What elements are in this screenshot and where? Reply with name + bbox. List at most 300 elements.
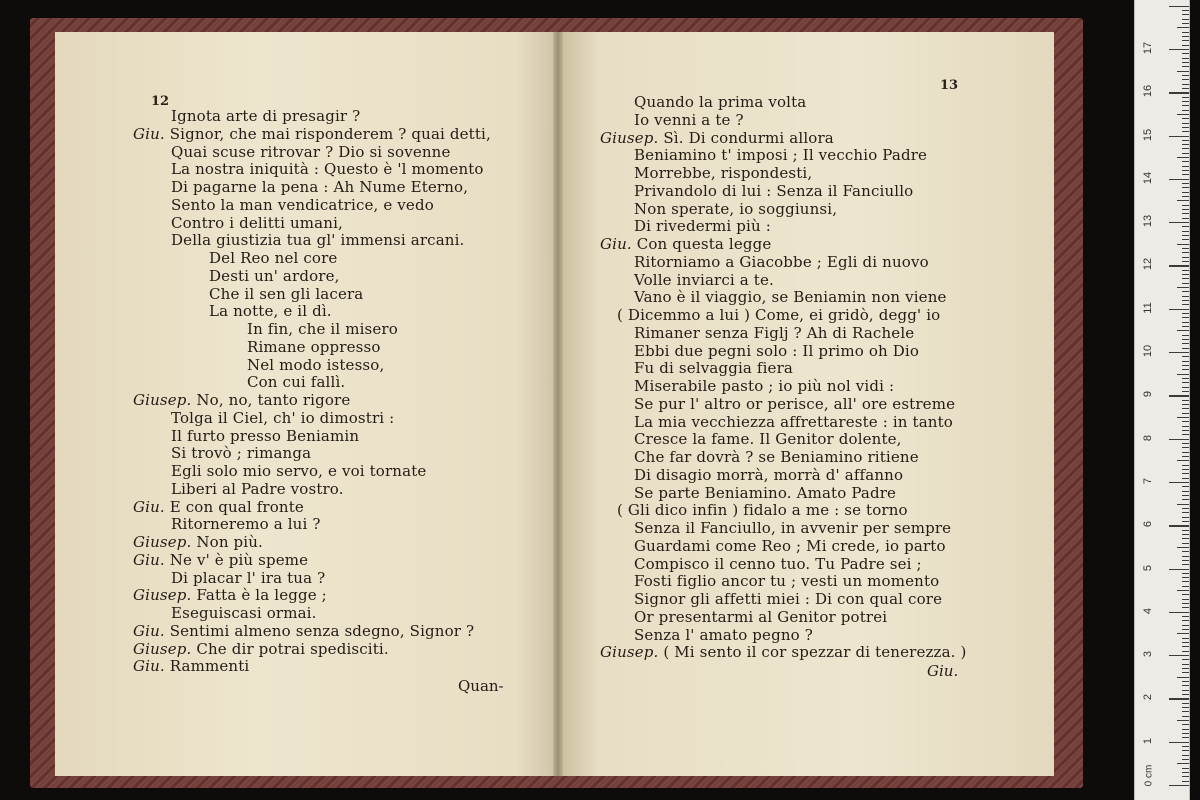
line-text: Ebbi due pegni solo : Il primo oh Dio: [634, 341, 920, 360]
verse-line: [634, 538, 946, 556]
ruler-tick: [1182, 543, 1189, 544]
ruler-number: 7: [1142, 477, 1154, 484]
ruler-tick: [1169, 352, 1189, 353]
line-text: Sì. Di condurmi allora: [663, 128, 834, 147]
ruler-tick: [1182, 226, 1189, 227]
ruler-tick: [1177, 417, 1189, 418]
ruler-tick: [1177, 200, 1189, 201]
ruler-tick: [1182, 486, 1189, 487]
line-text: Fosti figlio ancor tu ; vesti un momento: [634, 572, 940, 591]
ruler-tick: [1169, 569, 1189, 570]
line-text: La notte, e il dì.: [209, 302, 332, 321]
ruler-tick: [1182, 335, 1189, 336]
ruler-tick: [1177, 763, 1189, 764]
ruler-tick: [1169, 698, 1189, 699]
verse-line: [209, 268, 340, 286]
ruler-tick: [1182, 161, 1189, 162]
line-text: Guardami come Reo ; Mi crede, io parto: [634, 536, 946, 555]
verse-line: [171, 144, 451, 162]
speech-line: [600, 130, 834, 148]
verse-line: [634, 573, 939, 591]
speaker-name: Giusep.: [133, 391, 197, 409]
line-text: E con qual fronte: [169, 497, 304, 516]
ruler-tick: [1182, 447, 1189, 448]
line-text: Che far dovrà ? se Beniamino ritiene: [634, 448, 919, 466]
line-text: Del Reo nel core: [209, 249, 338, 267]
ruler-tick: [1182, 313, 1189, 314]
ruler-tick: [1182, 659, 1189, 660]
ruler-tick: [1182, 391, 1189, 392]
line-text: Quai scuse ritrovar ? Dio si sovenne: [171, 142, 451, 161]
ruler-tick: [1182, 343, 1189, 344]
line-text: Se parte Beniamino. Amato Padre: [634, 483, 897, 502]
ruler-tick: [1177, 157, 1189, 158]
ruler-tick: [1177, 27, 1189, 28]
ruler-number: 1: [1142, 737, 1154, 744]
ruler-tick: [1182, 140, 1189, 141]
ruler-tick: [1182, 629, 1189, 630]
ruler-tick: [1182, 530, 1189, 531]
ruler-tick: [1182, 434, 1189, 435]
ruler-number: 3: [1142, 651, 1154, 658]
verse-line: [171, 215, 343, 233]
verse-line: [634, 343, 919, 361]
speech-line: [133, 552, 308, 570]
verse-line: [247, 374, 345, 392]
ruler-tick: [1169, 265, 1189, 266]
ruler-tick: [1182, 278, 1189, 279]
line-text: Signor, che mai risponderem ? quai detti,: [169, 124, 491, 143]
speaker-name: Giu.: [133, 550, 170, 569]
speaker-name: Giusep.: [600, 128, 664, 147]
verse-line: [171, 463, 426, 481]
ruler-tick: [1182, 685, 1189, 686]
verse-line: [634, 485, 896, 503]
ruler-tick: [1182, 274, 1189, 275]
book-gutter: [553, 32, 563, 776]
ruler-tick: [1182, 443, 1189, 444]
verse-line: [171, 570, 325, 588]
ruler-tick: [1169, 222, 1189, 223]
ruler-tick: [1182, 772, 1189, 773]
left-page: [55, 32, 557, 776]
line-text: Cresce la fame. Il Genitor dolente,: [634, 430, 902, 449]
verse-line: [634, 218, 771, 236]
verse-line: [171, 108, 360, 126]
ruler-tick: [1182, 556, 1189, 557]
ruler-tick: [1182, 131, 1189, 132]
ruler-tick: [1169, 309, 1189, 310]
line-text: Fatta è la legge ;: [196, 586, 327, 605]
speaker-name: Giusep.: [133, 533, 197, 551]
line-text: Ritorneremo a lui ?: [171, 515, 321, 534]
verse-line: [171, 516, 321, 534]
line-text: ( Dicemmo a lui ) Come, ei gridò, degg' io: [617, 306, 941, 324]
ruler-tick: [1182, 495, 1189, 496]
ruler-tick: [1182, 257, 1189, 258]
ruler-tick: [1182, 261, 1189, 262]
ruler-tick: [1182, 322, 1189, 323]
verse-line: [247, 339, 381, 357]
ruler-tick: [1182, 538, 1189, 539]
verse-line: [634, 556, 922, 574]
verse-line: [247, 357, 384, 375]
ruler-tick: [1182, 387, 1189, 388]
ruler-tick: [1182, 729, 1189, 730]
speech-line: [133, 499, 304, 517]
ruler-tick: [1182, 187, 1189, 188]
ruler-tick: [1182, 404, 1189, 405]
ruler-tick: [1182, 672, 1189, 673]
speaker-name: Giu.: [133, 657, 170, 676]
ruler-tick: [1182, 10, 1189, 11]
catchword: Giu.: [927, 662, 959, 680]
ruler-tick: [1182, 711, 1189, 712]
ruler-tick: [1182, 300, 1189, 301]
line-text: Or presentarmi al Genitor potrei: [634, 607, 888, 626]
verse-line: [209, 303, 332, 321]
ruler-tick: [1182, 521, 1189, 522]
ruler-number: 4: [1142, 607, 1154, 614]
ruler-tick: [1182, 58, 1189, 59]
ruler-tick: [1177, 244, 1189, 245]
line-text: Senza l' amato pegno ?: [634, 625, 813, 644]
ruler-tick: [1182, 40, 1189, 41]
verse-line: [171, 445, 311, 463]
verse-line: [634, 431, 902, 449]
ruler-tick: [1182, 776, 1189, 777]
ruler-tick: [1182, 469, 1189, 470]
ruler-tick: [1182, 105, 1189, 106]
ruler-tick: [1182, 144, 1189, 145]
ruler-tick: [1182, 452, 1189, 453]
ruler-tick: [1182, 14, 1189, 15]
ruler-tick: [1182, 625, 1189, 626]
line-text: Rimane oppresso: [247, 337, 381, 356]
line-text: Con questa legge: [636, 235, 772, 253]
verse-line: [634, 147, 927, 165]
ruler-tick: [1177, 504, 1189, 505]
ruler-tick: [1182, 646, 1189, 647]
ruler-tick: [1169, 6, 1189, 7]
ruler-tick: [1182, 603, 1189, 604]
ruler-tick: [1169, 439, 1189, 440]
ruler-tick: [1182, 192, 1189, 193]
ruler-tick: [1182, 118, 1189, 119]
ruler-tick: [1182, 616, 1189, 617]
ruler-number: 14: [1142, 171, 1154, 184]
ruler-tick: [1169, 742, 1189, 743]
ruler-tick: [1182, 642, 1189, 643]
ruler-tick: [1182, 560, 1189, 561]
line-text: Privandolo di lui : Senza il Fanciullo: [634, 181, 914, 200]
verse-line: [171, 481, 344, 499]
line-text: Rammenti: [169, 657, 250, 676]
ruler-tick: [1182, 53, 1189, 54]
ruler-tick: [1182, 75, 1189, 76]
page-number: 12: [151, 94, 170, 109]
line-text: Sento la man vendicatrice, e vedo: [171, 195, 434, 214]
ruler-tick: [1182, 127, 1189, 128]
ruler-tick: [1169, 179, 1189, 180]
ruler-tick: [1182, 716, 1189, 717]
ruler-tick: [1177, 547, 1189, 548]
ruler-tick: [1177, 633, 1189, 634]
line-text: Desti un' ardore,: [209, 266, 340, 285]
ruler-tick: [1182, 378, 1189, 379]
line-text: Egli solo mio servo, e voi tornate: [171, 462, 427, 480]
ruler-tick: [1182, 317, 1189, 318]
ruler-tick: [1177, 460, 1189, 461]
verse-line: [171, 410, 394, 428]
line-text: Che il sen gli lacera: [209, 284, 364, 303]
speech-line: [600, 236, 771, 254]
ruler-tick: [1182, 101, 1189, 102]
verse-line: [617, 307, 940, 325]
verse-line: [634, 183, 913, 201]
verse-line: [634, 201, 837, 219]
line-text: No, no, tanto rigore: [196, 391, 351, 409]
verse-line: [617, 502, 908, 520]
speaker-name: Giusep.: [133, 639, 197, 658]
ruler-tick: [1169, 655, 1189, 656]
ruler-tick: [1182, 166, 1189, 167]
line-text: Di pagarne la pena : Ah Nume Eterno,: [171, 178, 469, 196]
verse-line: [634, 591, 942, 609]
ruler-tick: [1182, 517, 1189, 518]
ruler-tick: [1182, 79, 1189, 80]
line-text: Fu di selvaggia fiera: [634, 359, 793, 378]
speech-line: [133, 534, 263, 552]
ruler-tick: [1182, 534, 1189, 535]
ruler-tick: [1182, 473, 1189, 474]
line-text: Eseguiscasi ormai.: [171, 604, 317, 622]
verse-line: [171, 161, 484, 179]
line-text: Il furto presso Beniamin: [171, 426, 360, 445]
ruler-number: 2: [1142, 694, 1154, 701]
ruler-tick: [1182, 356, 1189, 357]
line-text: Ne v' è più speme: [169, 550, 309, 569]
ruler-tick: [1182, 581, 1189, 582]
ruler-tick: [1182, 750, 1189, 751]
ruler-tick: [1182, 681, 1189, 682]
ruler-number: 10: [1142, 344, 1154, 358]
ruler-tick: [1182, 551, 1189, 552]
line-text: Si trovò ; rimanga: [171, 444, 312, 463]
ruler-tick: [1182, 218, 1189, 219]
line-text: Di placar l' ira tua ?: [171, 568, 326, 587]
ruler-tick: [1182, 694, 1189, 695]
speech-line: [133, 587, 327, 605]
scale-ruler: [1134, 0, 1190, 800]
line-text: ( Mi sento il cor spezzar di tenerezza. ): [663, 643, 967, 662]
ruler-tick: [1182, 512, 1189, 513]
ruler-tick: [1182, 508, 1189, 509]
ruler-tick: [1182, 491, 1189, 492]
line-text: Compisco il cenno tuo. Tu Padre sei ;: [634, 554, 922, 573]
ruler-tick: [1182, 183, 1189, 184]
ruler-tick: [1182, 564, 1189, 565]
ruler-tick: [1177, 71, 1189, 72]
ruler-tick: [1169, 395, 1189, 396]
speech-line: [133, 623, 474, 641]
ruler-tick: [1182, 252, 1189, 253]
verse-line: [634, 254, 929, 272]
line-text: In fin, che il misero: [247, 320, 398, 338]
ruler-tick: [1177, 677, 1189, 678]
line-text: Della giustizia tua gl' immensi arcani.: [171, 231, 465, 250]
verse-line: [634, 627, 813, 645]
verse-line: [171, 232, 464, 250]
line-text: Rimaner senza Figlj ? Ah di Rachele: [634, 323, 915, 342]
line-text: Che dir potrai spedisciti.: [196, 639, 389, 658]
ruler-number: 13: [1142, 214, 1154, 228]
ruler-tick: [1182, 781, 1189, 782]
ruler-tick: [1182, 499, 1189, 500]
ruler-tick: [1182, 339, 1189, 340]
ruler-tick: [1177, 287, 1189, 288]
verse-line: [634, 378, 894, 396]
ruler-tick: [1182, 110, 1189, 111]
ruler-tick: [1182, 304, 1189, 305]
verse-line: [634, 272, 774, 290]
ruler-number: 5: [1142, 564, 1154, 571]
ruler-tick: [1169, 49, 1189, 50]
verse-line: [634, 94, 806, 112]
line-text: Ritorniamo a Giacobbe ; Egli di nuovo: [634, 252, 929, 271]
line-text: Di disagio morrà, morrà d' affanno: [634, 465, 904, 484]
ruler-number: 12: [1142, 258, 1154, 271]
ruler-tick: [1182, 668, 1189, 669]
ruler-tick: [1182, 607, 1189, 608]
ruler-tick: [1182, 382, 1189, 383]
line-text: Senza il Fanciullo, in avvenir per sempre: [634, 519, 952, 537]
ruler-tick: [1169, 92, 1189, 93]
ruler-tick: [1182, 239, 1189, 240]
verse-line: [634, 520, 951, 538]
line-text: Miserabile pasto ; io più nol vidi :: [634, 377, 895, 395]
ruler-tick: [1182, 620, 1189, 621]
ruler-tick: [1182, 421, 1189, 422]
ruler-tick: [1177, 330, 1189, 331]
line-text: Quando la prima volta: [634, 93, 807, 111]
ruler-tick: [1182, 23, 1189, 24]
speaker-name: Giu.: [133, 497, 170, 516]
ruler-tick: [1182, 235, 1189, 236]
ruler-tick: [1182, 651, 1189, 652]
ruler-tick: [1182, 426, 1189, 427]
line-text: Tolga il Ciel, ch' io dimostri :: [171, 408, 395, 427]
ruler-tick: [1182, 123, 1189, 124]
line-text: Sentimi almeno senza sdegno, Signor ?: [169, 621, 475, 640]
verse-line: [634, 325, 914, 343]
speech-line: [133, 392, 350, 410]
verse-line: [171, 197, 434, 215]
speaker-name: Giusep.: [600, 643, 664, 662]
ruler-tick: [1182, 768, 1189, 769]
ruler-tick: [1182, 755, 1189, 756]
page-number: 13: [940, 78, 959, 93]
ruler-tick: [1182, 348, 1189, 349]
ruler-number: 11: [1142, 301, 1154, 314]
ruler-tick: [1182, 369, 1189, 370]
ruler-tick: [1182, 148, 1189, 149]
ruler-tick: [1182, 746, 1189, 747]
line-text: Ignota arte di presagir ?: [171, 107, 361, 125]
line-text: Morrebbe, rispondesti,: [634, 164, 813, 182]
ruler-tick: [1182, 62, 1189, 63]
ruler-tick: [1182, 45, 1189, 46]
ruler-tick: [1169, 612, 1189, 613]
ruler-tick: [1182, 737, 1189, 738]
line-text: Non sperate, io soggiunsi,: [634, 199, 838, 218]
verse-line: [171, 605, 317, 623]
speaker-name: Giusep.: [133, 586, 197, 605]
verse-line: [634, 360, 793, 378]
ruler-tick: [1177, 114, 1189, 115]
verse-line: [209, 286, 363, 304]
ruler-tick: [1182, 733, 1189, 734]
ruler-tick: [1182, 413, 1189, 414]
ruler-number: 17: [1142, 41, 1154, 55]
verse-line: [634, 609, 887, 627]
ruler-tick: [1182, 465, 1189, 466]
ruler-tick: [1182, 66, 1189, 67]
right-page: [560, 32, 1054, 776]
verse-line: [171, 179, 468, 197]
ruler-tick: [1169, 136, 1189, 137]
ruler-tick: [1182, 270, 1189, 271]
ruler-tick: [1182, 703, 1189, 704]
ruler-number: 15: [1142, 128, 1154, 141]
verse-line: [171, 428, 359, 446]
line-text: Nel modo istesso,: [247, 355, 385, 374]
ruler-tick: [1182, 97, 1189, 98]
ruler-tick: [1182, 326, 1189, 327]
line-text: Io venni a te ?: [634, 110, 744, 129]
ruler-tick: [1182, 88, 1189, 89]
line-text: Liberi al Padre vostro.: [171, 479, 344, 498]
speech-line: [133, 658, 249, 676]
verse-line: [209, 250, 337, 268]
speaker-name: Giu.: [133, 124, 170, 143]
line-text: Di rivedermi più :: [634, 217, 771, 236]
ruler-tick: [1169, 525, 1189, 526]
ruler-tick: [1182, 296, 1189, 297]
ruler-tick: [1182, 84, 1189, 85]
ruler-tick: [1182, 724, 1189, 725]
ruler-tick: [1182, 36, 1189, 37]
ruler-tick: [1182, 283, 1189, 284]
line-text: Contro i delitti umani,: [171, 213, 343, 232]
verse-line: [634, 112, 744, 130]
ruler-tick: [1182, 638, 1189, 639]
verse-line: [634, 414, 953, 432]
ruler-tick: [1182, 365, 1189, 366]
ruler-tick: [1182, 577, 1189, 578]
line-text: Volle inviarci a te.: [634, 270, 774, 289]
verse-line: [634, 396, 955, 414]
ruler-number: 8: [1142, 434, 1154, 441]
ruler-tick: [1182, 573, 1189, 574]
ruler-tick: [1182, 400, 1189, 401]
ruler-tick: [1182, 209, 1189, 210]
line-text: Non più.: [196, 533, 263, 551]
ruler-number: 9: [1142, 391, 1154, 398]
verse-line: [247, 321, 398, 339]
speaker-name: Giu.: [600, 235, 637, 253]
verse-line: [634, 165, 812, 183]
